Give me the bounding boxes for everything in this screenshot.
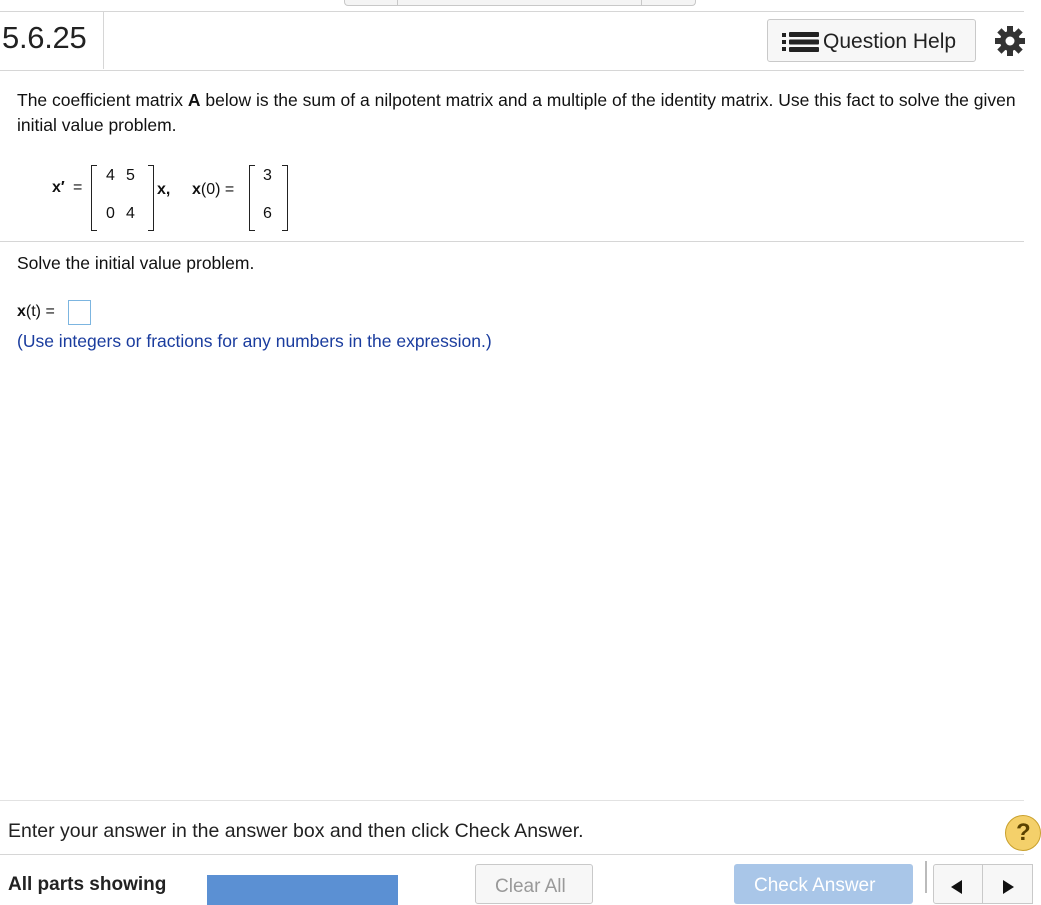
previous-question-button[interactable] — [933, 864, 983, 904]
question-help-label: Question Help — [823, 30, 957, 53]
clear-all-button[interactable] — [475, 864, 593, 904]
footer-instruction: Enter your answer in the answer box and then click Check Answer. — [8, 820, 584, 842]
question-number: 5.6.25 — [2, 20, 87, 55]
matrix-cell: 0 — [106, 205, 115, 222]
vector-x: x, — [157, 181, 171, 198]
question-help-button[interactable] — [767, 19, 976, 62]
footer-divider — [0, 854, 1024, 855]
nav-divider — [925, 861, 927, 893]
check-answer-label: Check Answer — [754, 875, 876, 896]
matrix-right-bracket — [148, 165, 154, 231]
answer-var: x — [17, 303, 26, 320]
vector-left-bracket — [249, 165, 255, 231]
tab-separator — [397, 0, 398, 5]
gear-icon[interactable] — [994, 25, 1026, 57]
arrow-right-icon — [1003, 880, 1014, 894]
matrix-name: A — [187, 90, 201, 110]
list-icon — [782, 32, 819, 52]
matrix-cell: 5 — [126, 167, 135, 184]
next-question-button[interactable] — [983, 864, 1033, 904]
help-question-icon: ? — [1016, 819, 1031, 846]
check-answer-button[interactable] — [734, 864, 913, 904]
vector-cell: 6 — [263, 205, 272, 222]
answer-hint: (Use integers or fractions for any numbers in the expression.) — [17, 331, 492, 351]
parts-showing-label: All parts showing — [8, 874, 167, 895]
footer-top-divider — [0, 800, 1024, 801]
answer-label — [17, 303, 55, 321]
parts-progress-fill — [207, 875, 398, 905]
derivative-symbol: x′ — [52, 179, 65, 196]
solve-instruction: Solve the initial value problem. — [17, 253, 255, 273]
vector-right-bracket — [282, 165, 288, 231]
help-circle-button[interactable] — [1005, 815, 1041, 851]
initial-condition-label — [192, 181, 234, 199]
section-divider — [0, 241, 1024, 242]
initial-var: x — [192, 181, 201, 198]
tab-separator — [641, 0, 642, 5]
matrix-left-bracket — [91, 165, 97, 231]
top-divider — [0, 11, 1024, 12]
header-divider-line — [0, 70, 1024, 71]
top-tab-strip[interactable] — [344, 0, 696, 6]
answer-input[interactable] — [68, 300, 91, 325]
question-text — [17, 88, 1017, 138]
answer-arg: (t) — [25, 303, 42, 320]
initial-arg: (0) — [200, 181, 221, 198]
answer-equals: = — [45, 303, 55, 320]
arrow-left-icon — [951, 880, 962, 894]
clear-all-label: Clear All — [495, 876, 566, 897]
parts-progress-bar — [207, 875, 398, 905]
question-text-end: below is the sum of a nilpotent matrix and a multiple of the identity matrix. Use this fact to solve the given initial value problem. — [17, 90, 1016, 135]
initial-equals: = — [224, 181, 235, 198]
matrix-cell: 4 — [106, 167, 115, 184]
matrix-cell: 4 — [126, 205, 135, 222]
header-divider — [103, 12, 104, 69]
question-text-start: The coefficient matrix — [17, 90, 188, 110]
equals-sign: = — [73, 179, 83, 196]
vector-cell: 3 — [263, 167, 272, 184]
